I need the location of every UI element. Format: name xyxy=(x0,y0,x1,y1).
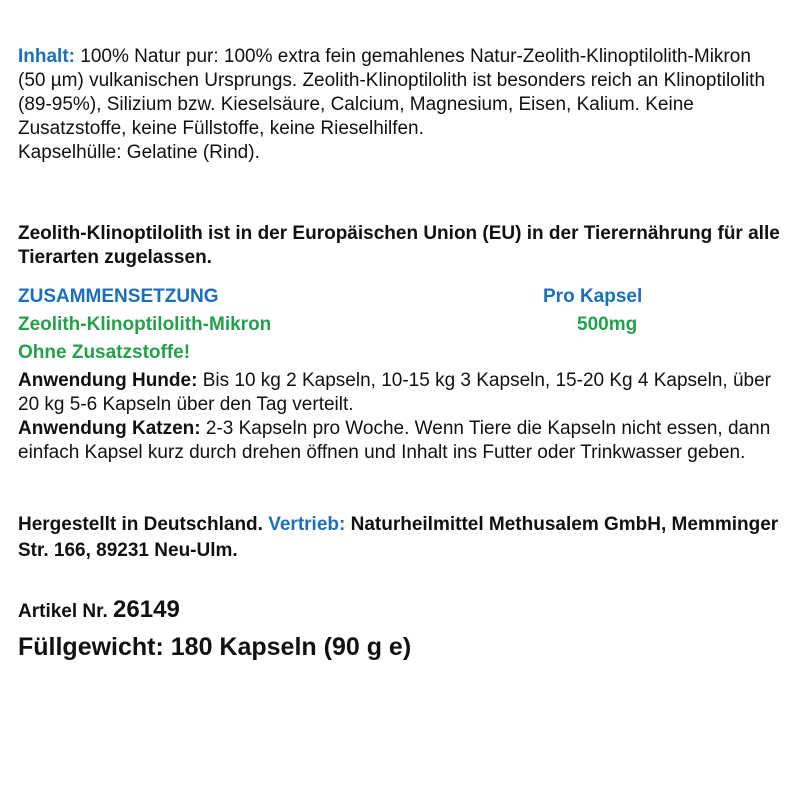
article-number xyxy=(18,596,782,626)
fill-weight: Füllgewicht: 180 Kapseln (90 g e) xyxy=(18,633,412,661)
manufacturer-section xyxy=(18,512,782,564)
ingredient-amount: 500mg xyxy=(577,314,638,335)
distributor-label: Vertrieb: xyxy=(268,514,346,535)
distributor-text: Naturheilmittel Methusalem GmbH, Memminger Str. 166, 89231 Neu-Ulm. xyxy=(18,514,779,561)
article-label: Artikel Nr. xyxy=(18,601,114,622)
usage-dogs-label: Anwendung Hunde: xyxy=(18,370,198,391)
made-in-text: Hergestellt in Deutschland. xyxy=(18,514,263,535)
contents-text: 100% Natur pur: 100% extra fein gemahlenes Natur-Zeolith-Klinoptilolith-Mikron (50 µm) vulkanischen Ursprungs. Zeolith-Klinoptilolith ist besonders reich an Klinoptilolith (89-95%), Silizium bzw. Kieselsäure, Calcium, Magnesium, Eisen, Kalium. Keine Zusatzstoffe, keine Füllstoffe, keine Rieselhilfen. xyxy=(18,46,766,139)
capsule-shell-text: Kapselhülle: Gelatine (Rind). xyxy=(18,142,260,163)
contents-section xyxy=(18,45,782,165)
composition-header: ZUSAMMENSETZUNG xyxy=(18,286,219,307)
usage-cats-label: Anwendung Katzen: xyxy=(18,418,201,439)
no-additives-note: Ohne Zusatzstoffe! xyxy=(18,342,191,363)
article-number-value: 26149 xyxy=(113,596,180,623)
contents-label: Inhalt: xyxy=(18,46,75,67)
usage-dogs-text: Bis 10 kg 2 Kapseln, 10-15 kg 3 Kapseln, 15-20 Kg 4 Kapseln, über 20 kg 5-6 Kapseln über den Tag verteilt. xyxy=(18,370,771,415)
ingredient-name: Zeolith-Klinoptilolith-Mikron xyxy=(18,314,272,335)
usage-section xyxy=(18,369,782,465)
usage-cats-text: 2-3 Kapseln pro Woche. Wenn Tiere die Kapseln nicht essen, dann einfach Kapsel kurz durch drehen öffnen und Inhalt ins Futter oder Trinkwasser geben. xyxy=(18,418,771,463)
eu-approval-note: Zeolith-Klinoptilolith ist in der Europäischen Union (EU) in der Tierernährung für alle Tierarten zugelassen. xyxy=(18,223,780,268)
per-capsule-header: Pro Kapsel xyxy=(543,286,643,307)
